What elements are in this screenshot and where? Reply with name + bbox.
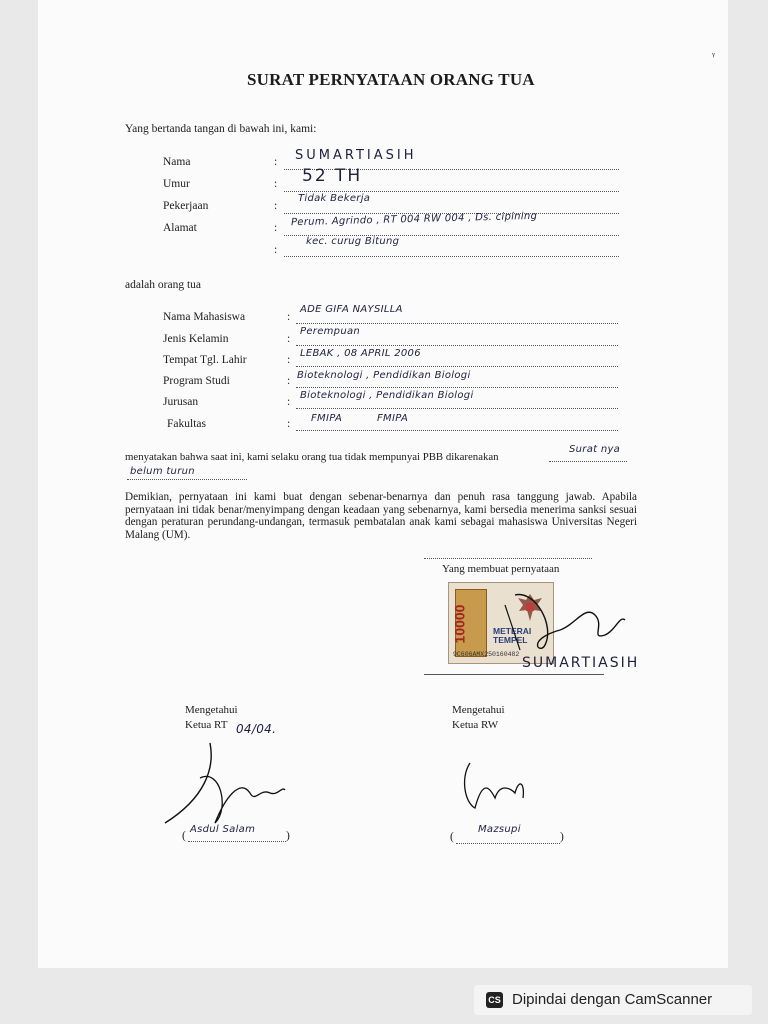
rt-name: Asdul Salam <box>190 824 256 835</box>
intro-text: Yang bertanda tangan di bawah ini, kami: <box>125 123 317 135</box>
signature-line <box>424 674 604 675</box>
colon: : <box>274 178 278 190</box>
rt-paren-open: ( <box>182 830 186 842</box>
handwritten-value: Perum. Agrindo , RT 004 RW 004 , Ds. cipining <box>290 210 538 229</box>
handwritten-value: Perempuan <box>300 326 361 337</box>
rw-paren-close: ) <box>560 831 564 843</box>
colon: : <box>274 244 278 256</box>
camscanner-badge <box>474 985 752 1015</box>
corner-mark: ᵞ <box>712 50 715 62</box>
dotted-line <box>549 461 627 462</box>
stamp-label-line: METERAI <box>493 626 532 636</box>
stamp-amount: 10000 <box>451 604 468 644</box>
camscanner-logo-icon: CS <box>486 992 503 1008</box>
handwritten-value: LEBAK , 08 APRIL 2006 <box>300 348 421 359</box>
colon: : <box>274 156 278 168</box>
dotted-line <box>296 387 618 388</box>
parent-of-text: adalah orang tua <box>125 279 201 291</box>
field-label: Umur <box>163 178 190 190</box>
signer-label: Yang membuat pernyataan <box>442 563 560 575</box>
dotted-line <box>188 841 286 842</box>
field-label: Jenis Kelamin <box>163 333 229 345</box>
rw-role: Ketua RW <box>452 719 499 731</box>
rt-heading: Mengetahui <box>185 704 238 716</box>
rt-number: 04/04. <box>236 722 277 736</box>
signer-name: SUMARTIASIH <box>522 655 640 671</box>
colon: : <box>287 375 291 387</box>
field-label: Nama <box>163 156 191 168</box>
colon: : <box>287 418 291 430</box>
rw-paren-open: ( <box>450 831 454 843</box>
dotted-line <box>127 479 247 480</box>
field-label: Fakultas <box>167 418 206 430</box>
document-title: SURAT PERNYATAAN ORANG TUA <box>247 70 535 89</box>
field-label: Nama Mahasiswa <box>163 311 246 323</box>
field-label: Tempat Tgl. Lahir <box>163 354 247 366</box>
stamp-serial: 9C606AMX250160482 <box>453 651 520 658</box>
rt-paren-close: ) <box>286 830 290 842</box>
handwritten-value: ADE GIFA NAYSILLA <box>300 304 403 315</box>
rt-signature-icon <box>160 738 300 838</box>
dotted-line <box>284 191 619 192</box>
dotted-line <box>456 843 560 844</box>
dotted-line <box>296 430 618 431</box>
reason-handwritten: Surat nya <box>569 444 621 455</box>
colon: : <box>287 333 291 345</box>
statement-text: menyatakan bahwa saat ini, kami selaku orang tua tidak mempunyai PBB dikarenakan <box>125 451 499 463</box>
handwritten-value: Tidak Bekerja <box>298 193 371 204</box>
colon: : <box>274 222 278 234</box>
handwritten-value: kec. curug Bitung <box>306 236 400 247</box>
dotted-line <box>424 558 592 559</box>
dotted-line <box>284 256 619 257</box>
field-label: Alamat <box>163 222 197 234</box>
field-label: Pekerjaan <box>163 200 209 212</box>
document-page <box>38 0 728 968</box>
rw-name: Mazsupi <box>478 824 521 835</box>
colon: : <box>287 354 291 366</box>
colon: : <box>287 311 291 323</box>
rw-signature-icon <box>455 758 535 828</box>
colon: : <box>287 396 291 408</box>
closing-paragraph: Demikian, pernyataan ini kami buat dengan sebenar-benarnya dan penuh rasa tanggung jawab. Apabila pernyataan ini tidak benar/menyimpang dengan keadaan yang sebenarnya, kami bersedia menerima sanksi sesuai dengan peraturan perundang-undangan, termasuk pembatalan anak kami sebagai mahasiswa Universitas Negeri Malang (UM). <box>125 491 637 541</box>
rt-role: Ketua RT <box>185 719 228 731</box>
dotted-line <box>296 366 618 367</box>
dotted-line <box>296 408 618 409</box>
dotted-line <box>296 323 618 324</box>
camscanner-label: Dipindai dengan CamScanner <box>512 991 713 1008</box>
handwritten-value: SUMARTIASIH <box>295 148 417 163</box>
stamp-label-line: TEMPEL <box>493 635 528 645</box>
dotted-line <box>296 345 618 346</box>
handwritten-value: 52 TH <box>302 166 363 186</box>
handwritten-value: Bioteknologi , Pendidikan Biologi <box>300 390 474 401</box>
colon: : <box>274 200 278 212</box>
handwritten-value: FMIPA FMIPA <box>311 413 409 424</box>
reason-handwritten: belum turun <box>130 466 195 477</box>
rw-heading: Mengetahui <box>452 704 505 716</box>
field-label: Program Studi <box>163 375 230 387</box>
handwritten-value: Bioteknologi , Pendidikan Biologi <box>297 370 471 381</box>
field-label: Jurusan <box>163 396 199 408</box>
